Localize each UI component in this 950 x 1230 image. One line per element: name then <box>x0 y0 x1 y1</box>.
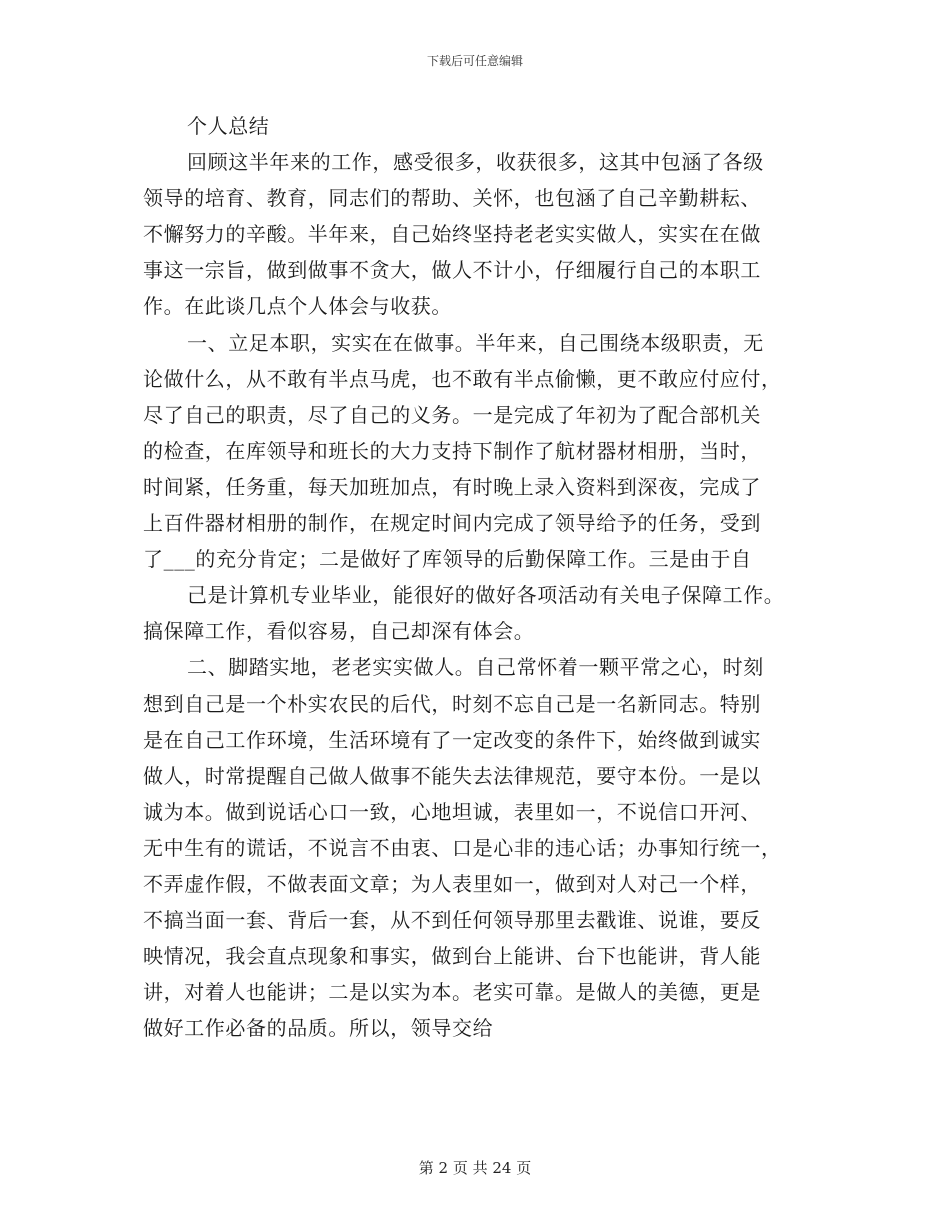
text-line: 的检查，在库领导和班长的大力支持下制作了航材器材相册，当时， <box>143 438 761 463</box>
text-line: 作。在此谈几点个人体会与收获。 <box>143 294 452 319</box>
text-line: 做人，时常提醒自己做人做事不能失去法律规范，要守本份。一是以 <box>143 763 761 788</box>
text-line: 回顾这半年来的工作，感受很多，收获很多，这其中包涵了各级 <box>187 150 764 175</box>
text-line: 尽了自己的职责，尽了自己的义务。一是完成了年初为了配合部机关 <box>143 402 761 427</box>
text-line: 了___的充分肯定；二是做好了库领导的后勤保障工作。三是由于自 <box>143 547 752 572</box>
text-line: 不搞当面一套、背后一套，从不到任何领导那里去戳谁、说谁，要反 <box>143 908 761 933</box>
text-line: 想到自己是一个朴实农民的后代，时刻不忘自己是一名新同志。特别 <box>143 691 761 716</box>
page-header: 下载后可任意编辑 <box>426 54 523 68</box>
text-line: 事这一宗旨，做到做事不贪大，做人不计小，仔细履行自己的本职工 <box>143 258 761 283</box>
text-line: 映情况，我会直点现象和事实，做到台上能讲、台下也能讲，背人能 <box>143 944 761 969</box>
text-line: 是在自己工作环境，生活环境有了一定改变的条件下，始终做到诚实 <box>143 727 761 752</box>
document-body <box>143 108 803 1046</box>
text-line: 二、脚踏实地，老老实实做人。自己常怀着一颗平常之心，时刻 <box>187 655 764 680</box>
text-line: 上百件器材相册的制作，在规定时间内完成了领导给予的任务，受到 <box>143 511 761 536</box>
text-line: 时间紧，任务重，每天加班加点，有时晚上录入资料到深夜，完成了 <box>143 474 761 499</box>
text-line: 讲，对着人也能讲；二是以实为本。老实可靠。是做人的美德，更是 <box>143 980 761 1005</box>
page-footer: 第 2 页 共 24 页 <box>418 1159 532 1177</box>
text-line: 领导的培育、教育，同志们的帮助、关怀，也包涵了自己辛勤耕耘、 <box>143 186 761 211</box>
text-line: 一、立足本职，实实在在做事。半年来，自己围绕本级职责，无 <box>187 330 764 355</box>
text-line: 不弄虚作假，不做表面文章；为人表里如一，做到对人对己一个样， <box>143 871 761 896</box>
text-line: 己是计算机专业毕业，能很好的做好各项活动有关电子保障工作。 <box>187 583 785 608</box>
text-line: 诚为本。做到说话心口一致，心地坦诚，表里如一，不说信口开河、 <box>143 799 761 824</box>
text-line: 不懈努力的辛酸。半年来，自己始终坚持老老实实做人，实实在在做 <box>143 222 761 247</box>
text-line: 搞保障工作，看似容易，自己却深有体会。 <box>143 619 535 644</box>
document-title: 个人总结 <box>187 114 270 138</box>
text-line: 论做什么，从不敢有半点马虎，也不敢有半点偷懒，更不敢应付应付， <box>143 366 782 391</box>
text-line: 无中生有的谎话，不说言不由衷、口是心非的违心话；办事知行统一， <box>143 835 782 860</box>
text-line: 做好工作必备的品质。所以，领导交给 <box>143 1016 494 1041</box>
